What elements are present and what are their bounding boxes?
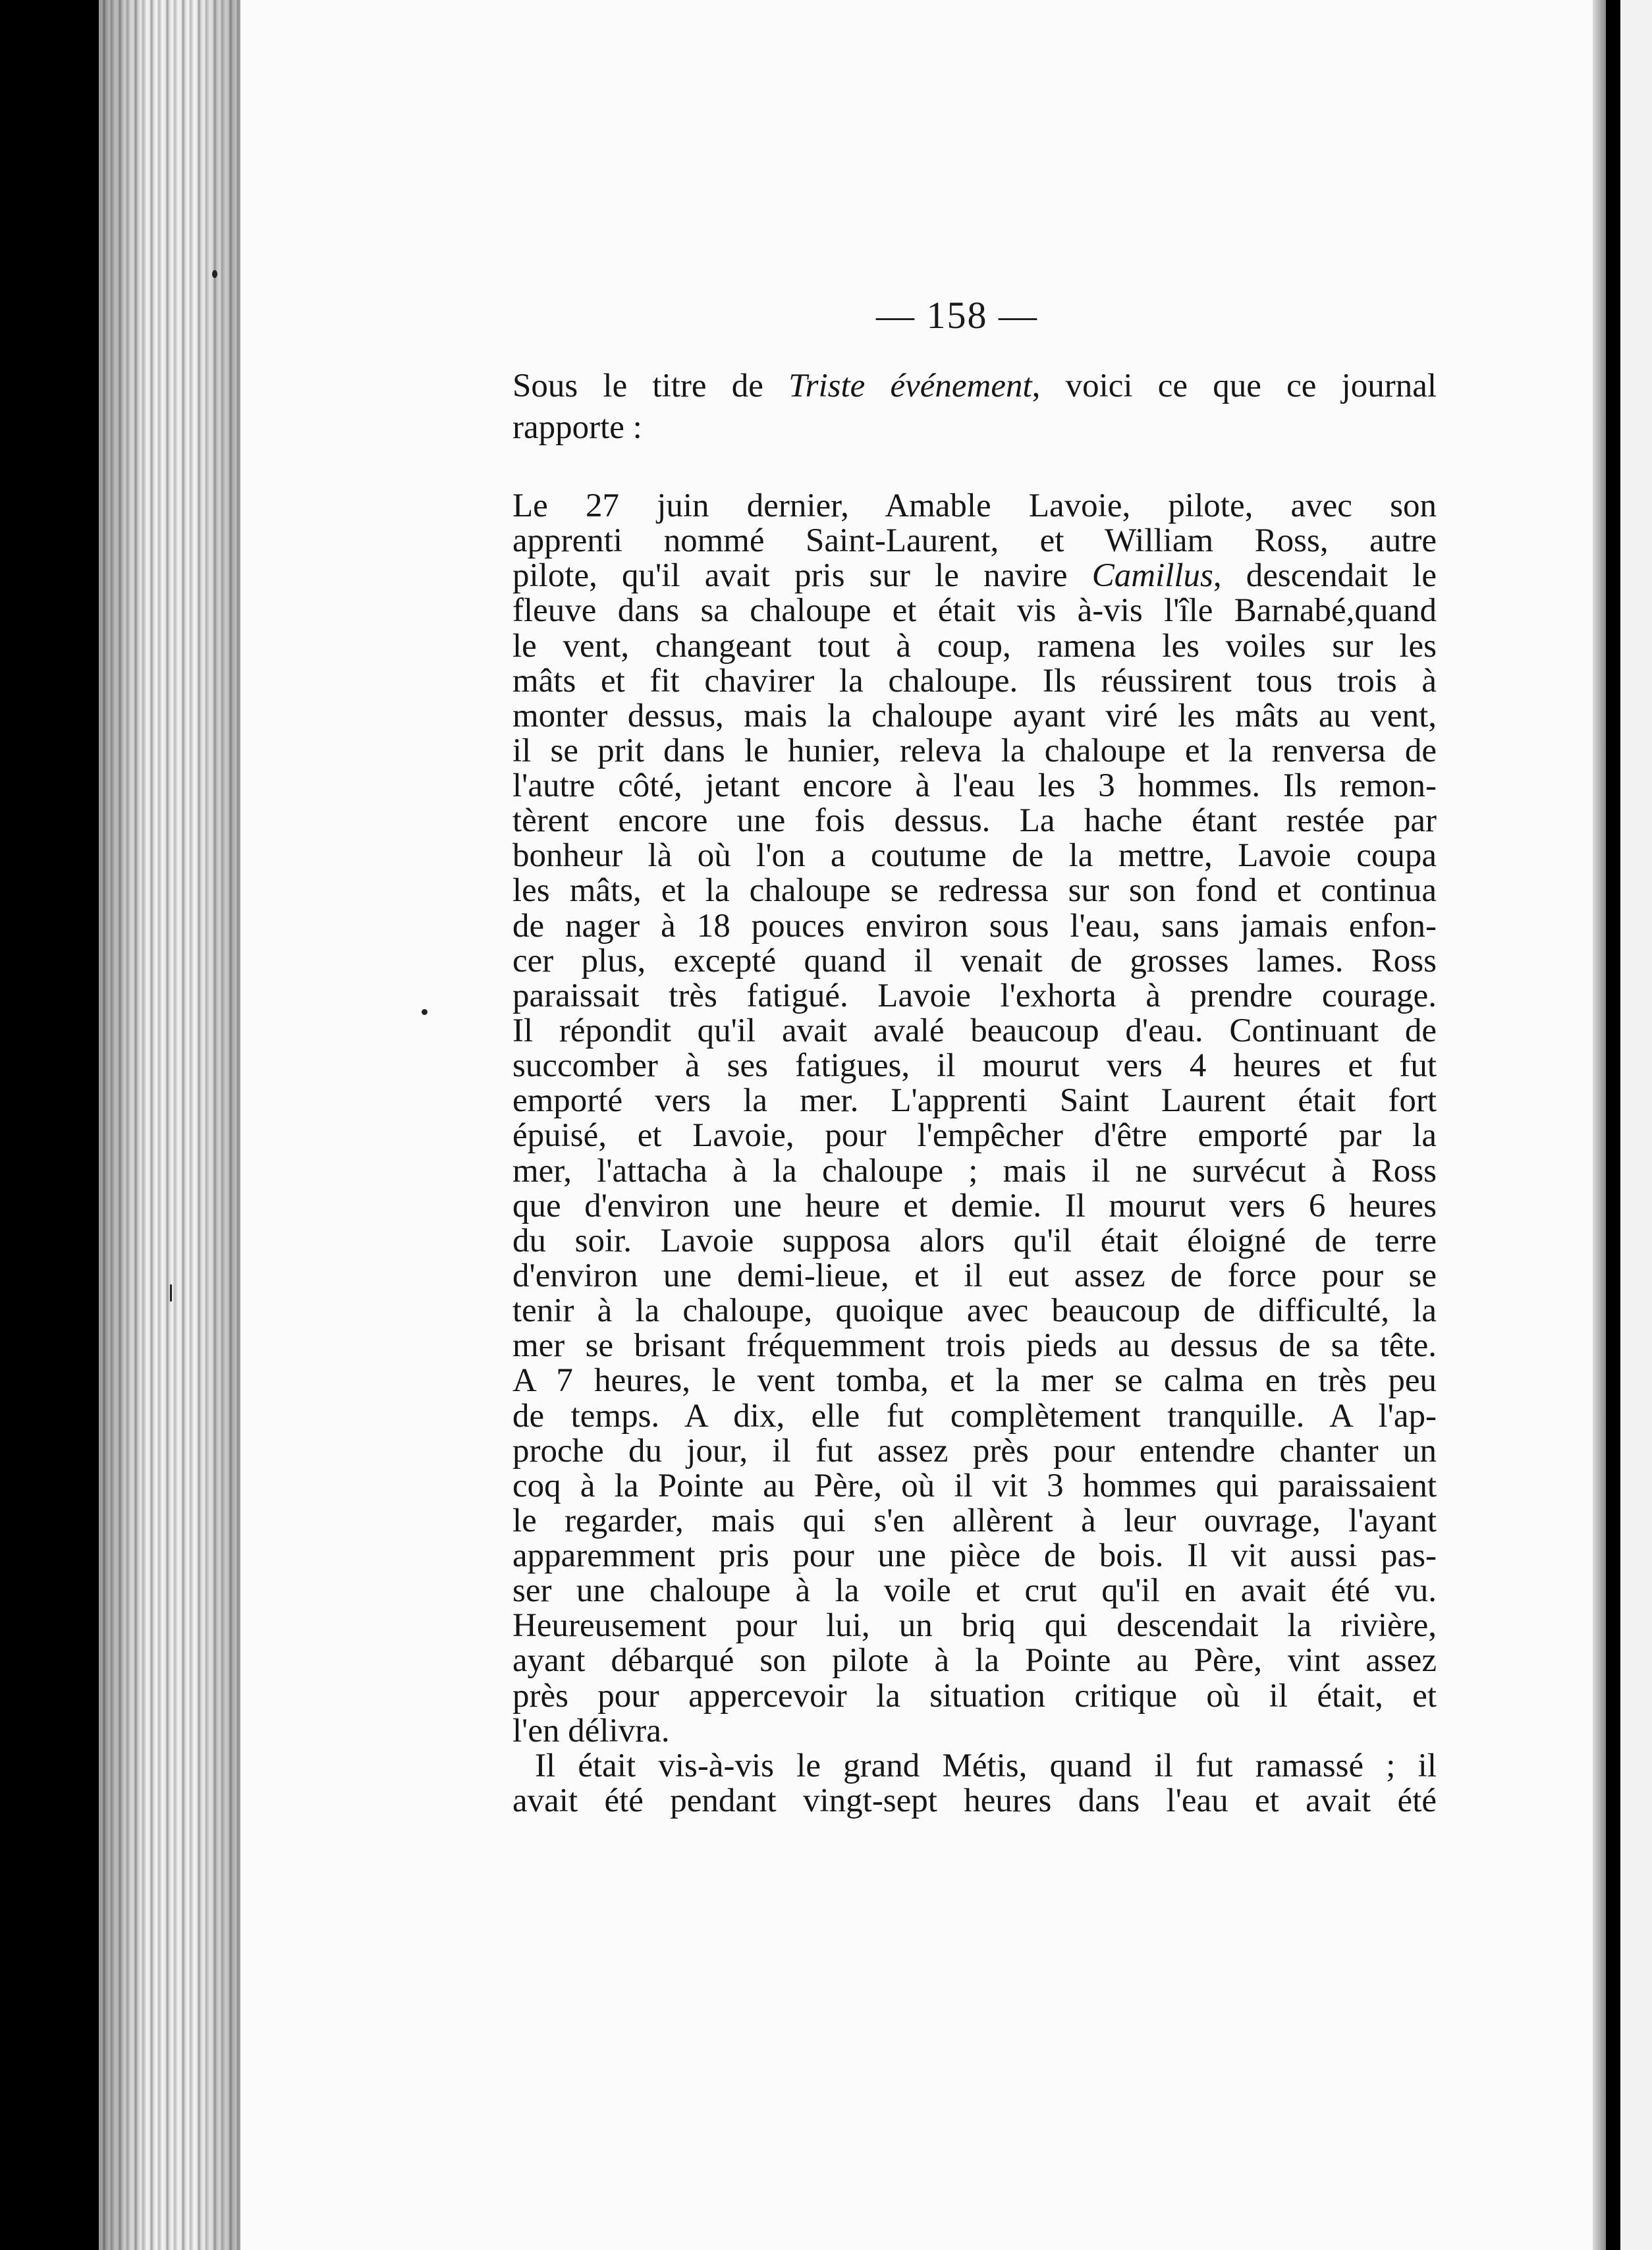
ship-name: Camillus [1091, 557, 1213, 594]
text-line: emporté vers la mer. L'apprenti Saint Laurent était fort [512, 1082, 1437, 1119]
text-line: apprenti nommé Saint-Laurent, et William Ross, autre [512, 522, 1437, 559]
intro-before-title: Sous le titre de [512, 368, 789, 404]
text-line: proche du jour, il fut assez près pour entendre chanter un [512, 1433, 1437, 1469]
text-line: monter dessus, mais la chaloupe ayant viré les mâts au vent, [512, 698, 1437, 734]
scan-speck [212, 270, 217, 278]
page-gutter-right [1593, 0, 1606, 2250]
text-line: le regarder, mais qui s'en allèrent à leur ouvrage, l'ayant [512, 1502, 1437, 1539]
text-line: A 7 heures, le vent tomba, et la mer se calma en très peu [512, 1362, 1437, 1399]
scan-speck [422, 1009, 427, 1015]
text-line: fleuve dans sa chaloupe et était vis à-vis l'île Barnabé,quand [512, 592, 1437, 629]
text-line: tèrent encore une fois dessus. La hache étant restée par [512, 802, 1437, 839]
text-line: les mâts, et la chaloupe se redressa sur son fond et continua [512, 872, 1437, 909]
text-line: coq à la Pointe au Père, où il vit 3 hommes qui paraissaient [512, 1468, 1437, 1504]
text-line: succomber à ses fatigues, il mourut vers 4 heures et fut [512, 1047, 1437, 1084]
text-line: Le 27 juin dernier, Amable Lavoie, pilote, avec son [512, 487, 1437, 524]
facing-page-edge [1620, 0, 1652, 2250]
text-segment: , descendait le [1213, 557, 1437, 594]
text-line: avait été pendant vingt-sept heures dans l'eau et avait été [512, 1782, 1437, 1819]
text-line: l'autre côté, jetant encore à l'eau les 3 hommes. Ils remon- [512, 767, 1437, 804]
text-line: de temps. A dix, elle fut complètement tranquille. A l'ap- [512, 1398, 1437, 1435]
text-line: cer plus, excepté quand il venait de grosses lames. Ross [512, 943, 1437, 979]
text-line: ayant débarqué son pilote à la Pointe au Père, vint assez [512, 1642, 1437, 1679]
text-line: paraissait très fatigué. Lavoie l'exhorta à prendre courage. [512, 977, 1437, 1014]
intro-after-title: , voici ce que ce journal [1032, 368, 1437, 404]
text-line-with-ship-name [512, 558, 1437, 593]
page-number: — 158 — [876, 294, 1038, 337]
text-line: de nager à 18 pouces environ sous l'eau, sans jamais enfon- [512, 908, 1437, 945]
text-line: épuisé, et Lavoie, pour l'empêcher d'être emporté par la [512, 1117, 1437, 1154]
text-line: mâts et fit chavirer la chaloupe. Ils réussirent tous trois à [512, 663, 1437, 700]
scan-speck [170, 1284, 172, 1302]
text-segment: pilote, qu'il avait pris sur le navire [512, 557, 1092, 594]
text-line: mer se brisant fréquemment trois pieds au dessus de sa tête. [512, 1327, 1437, 1364]
text-line: il se prit dans le hunier, releva la chaloupe et la renversa de [512, 732, 1437, 769]
text-line: Il était vis-à-vis le grand Métis, quand il fut ramassé ; il [535, 1747, 1437, 1784]
text-line: près pour appercevoir la situation critique où il était, et [512, 1678, 1437, 1715]
text-line: mer, l'attacha à la chaloupe ; mais il ne survécut à Ross [512, 1153, 1437, 1190]
text-line: le vent, changeant tout à coup, ramena les voiles sur les [512, 628, 1437, 665]
text-line: Heureusement pour lui, un briq qui descendait la rivière, [512, 1607, 1437, 1644]
intro-line-2: rapporte : [512, 409, 642, 446]
text-line: apparemment pris pour une pièce de bois. Il vit aussi pas- [512, 1537, 1437, 1574]
text-line: du soir. Lavoie supposa alors qu'il était éloigné de terre [512, 1222, 1437, 1259]
text-line: l'en délivra. [512, 1713, 670, 1749]
text-line: tenir à la chaloupe, quoique avec beaucoup de difficulté, la [512, 1292, 1437, 1329]
text-line: d'environ une demi-lieue, et il eut assez de force pour se [512, 1257, 1437, 1294]
text-line: Il répondit qu'il avait avalé beaucoup d'eau. Continuant de [512, 1012, 1437, 1049]
intro-line-1 [512, 368, 1437, 404]
binding-shadow [99, 0, 240, 2250]
text-line: que d'environ une heure et demie. Il mourut vers 6 heures [512, 1188, 1437, 1224]
text-line: ser une chaloupe à la voile et crut qu'il en avait été vu. [512, 1572, 1437, 1609]
article-title: Triste événement [788, 368, 1032, 404]
text-line: bonheur là où l'on a coutume de la mettre, Lavoie coupa [512, 837, 1437, 874]
